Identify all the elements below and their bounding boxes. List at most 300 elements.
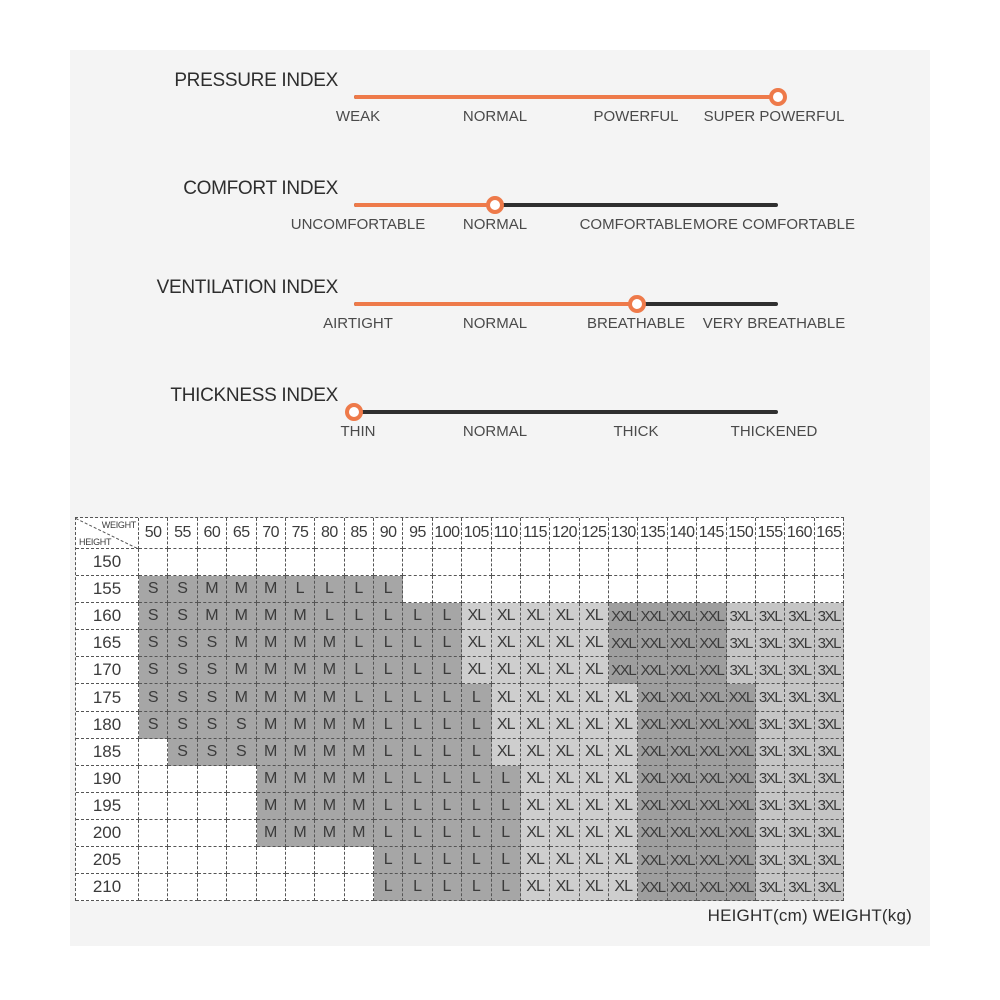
size-cell: L: [462, 766, 491, 793]
ventilation-index-fill: [354, 302, 637, 306]
size-cell: XXL: [668, 657, 697, 684]
size-cell: XXL: [668, 793, 697, 820]
size-cell: XXL: [727, 766, 756, 793]
size-cell: [168, 820, 197, 847]
size-cell: [492, 549, 521, 576]
size-cell: XXL: [638, 684, 667, 711]
size-cell: [609, 549, 638, 576]
size-cell: XXL: [697, 603, 726, 630]
size-cell: M: [286, 712, 315, 739]
height-header-195: 195: [76, 793, 139, 820]
size-cell: [139, 793, 168, 820]
size-cell: L: [374, 793, 403, 820]
size-cell: XXL: [697, 793, 726, 820]
size-cell: M: [257, 739, 286, 766]
size-cell: XXL: [609, 630, 638, 657]
size-cell: S: [139, 603, 168, 630]
weight-header-55: 55: [168, 518, 197, 549]
size-cell: L: [403, 657, 432, 684]
weight-header-80: 80: [315, 518, 344, 549]
size-cell: XL: [550, 630, 579, 657]
size-cell: XL: [492, 684, 521, 711]
thickness-index-title: THICKNESS INDEX: [170, 385, 338, 406]
weight-header-160: 160: [785, 518, 814, 549]
size-cell: XL: [550, 874, 579, 901]
size-cell: [374, 549, 403, 576]
size-cell: L: [433, 603, 462, 630]
size-cell: L: [374, 630, 403, 657]
size-cell: XXL: [668, 684, 697, 711]
height-header-160: 160: [76, 603, 139, 630]
size-cell: XXL: [697, 820, 726, 847]
size-cell: [168, 874, 197, 901]
size-cell: [668, 576, 697, 603]
size-cell: L: [462, 847, 491, 874]
size-cell: L: [403, 739, 432, 766]
size-cell: 3XL: [756, 657, 785, 684]
size-cell: M: [315, 630, 344, 657]
size-cell: M: [345, 712, 374, 739]
ventilation-index-label-2: BREATHABLE: [586, 315, 686, 332]
size-cell: [227, 820, 256, 847]
size-cell: XL: [492, 739, 521, 766]
size-cell: [727, 549, 756, 576]
size-cell: L: [433, 630, 462, 657]
size-cell: L: [374, 847, 403, 874]
size-cell: L: [374, 874, 403, 901]
size-cell: [227, 847, 256, 874]
size-cell: XXL: [727, 874, 756, 901]
size-cell: L: [403, 847, 432, 874]
size-cell: [227, 549, 256, 576]
size-cell: M: [257, 712, 286, 739]
size-cell: M: [286, 820, 315, 847]
ventilation-index-label-3: VERY BREATHABLE: [702, 315, 846, 332]
size-cell: [756, 549, 785, 576]
size-cell: L: [462, 684, 491, 711]
size-cell: [139, 739, 168, 766]
size-cell: XXL: [727, 793, 756, 820]
size-cell: L: [462, 739, 491, 766]
size-cell: M: [345, 766, 374, 793]
size-cell: S: [168, 739, 197, 766]
size-cell: XL: [609, 820, 638, 847]
size-cell: XL: [580, 712, 609, 739]
weight-header-130: 130: [609, 518, 638, 549]
size-cell: L: [403, 874, 432, 901]
comfort-index-track: [354, 203, 778, 207]
size-cell: 3XL: [785, 766, 814, 793]
size-cell: XXL: [668, 739, 697, 766]
size-cell: XL: [521, 820, 550, 847]
size-cell: [697, 576, 726, 603]
size-cell: XXL: [697, 684, 726, 711]
size-cell: M: [345, 820, 374, 847]
size-cell: L: [374, 684, 403, 711]
size-cell: M: [257, 793, 286, 820]
size-cell: XL: [580, 630, 609, 657]
size-cell: [433, 576, 462, 603]
size-cell: S: [198, 630, 227, 657]
corner-height-label: HEIGHT: [79, 537, 112, 547]
weight-header-125: 125: [580, 518, 609, 549]
size-cell: XXL: [668, 820, 697, 847]
size-cell: [139, 549, 168, 576]
size-cell: XL: [609, 766, 638, 793]
size-cell: XXL: [697, 739, 726, 766]
size-cell: [580, 576, 609, 603]
size-cell: 3XL: [756, 793, 785, 820]
weight-header-115: 115: [521, 518, 550, 549]
size-cell: M: [286, 739, 315, 766]
size-cell: [492, 576, 521, 603]
size-cell: XL: [609, 793, 638, 820]
size-cell: L: [492, 766, 521, 793]
weight-header-95: 95: [403, 518, 432, 549]
size-cell: L: [433, 820, 462, 847]
size-cell: XXL: [668, 712, 697, 739]
size-cell: 3XL: [756, 630, 785, 657]
size-cell: XXL: [638, 766, 667, 793]
size-cell: XL: [580, 684, 609, 711]
size-cell: XL: [580, 739, 609, 766]
pressure-index-track: [354, 95, 778, 99]
size-cell: [550, 576, 579, 603]
size-cell: [198, 549, 227, 576]
size-cell: XL: [550, 684, 579, 711]
size-cell: L: [433, 739, 462, 766]
weight-header-140: 140: [668, 518, 697, 549]
size-cell: 3XL: [785, 847, 814, 874]
size-cell: 3XL: [815, 603, 844, 630]
size-cell: XL: [550, 793, 579, 820]
size-cell: [198, 793, 227, 820]
comfort-index-title: COMFORT INDEX: [183, 178, 338, 199]
size-cell: XXL: [697, 847, 726, 874]
size-cell: 3XL: [815, 820, 844, 847]
size-cell: L: [315, 603, 344, 630]
weight-header-70: 70: [257, 518, 286, 549]
size-cell: M: [315, 820, 344, 847]
size-cell: XL: [492, 603, 521, 630]
size-cell: S: [168, 657, 197, 684]
size-cell: [550, 549, 579, 576]
size-cell: [227, 874, 256, 901]
size-cell: 3XL: [785, 603, 814, 630]
ventilation-index-label-1: NORMAL: [462, 315, 528, 332]
size-cell: [227, 766, 256, 793]
size-cell: [638, 576, 667, 603]
size-cell: 3XL: [785, 657, 814, 684]
size-cell: M: [257, 576, 286, 603]
size-cell: M: [227, 684, 256, 711]
size-cell: XL: [550, 712, 579, 739]
size-cell: XL: [521, 657, 550, 684]
size-cell: XXL: [727, 847, 756, 874]
size-cell: L: [462, 820, 491, 847]
size-cell: L: [403, 766, 432, 793]
size-cell: XL: [609, 847, 638, 874]
size-cell: L: [492, 847, 521, 874]
size-cell: 3XL: [815, 657, 844, 684]
size-cell: 3XL: [756, 820, 785, 847]
size-cell: 3XL: [815, 766, 844, 793]
size-cell: XXL: [638, 603, 667, 630]
size-cell: S: [139, 684, 168, 711]
size-cell: XL: [462, 603, 491, 630]
size-cell: 3XL: [756, 603, 785, 630]
size-cell: S: [198, 684, 227, 711]
size-cell: XXL: [727, 684, 756, 711]
size-cell: XL: [580, 766, 609, 793]
size-cell: 3XL: [815, 874, 844, 901]
size-cell: XXL: [697, 874, 726, 901]
size-cell: 3XL: [756, 766, 785, 793]
size-cell: L: [492, 793, 521, 820]
comfort-index-label-1: NORMAL: [462, 216, 528, 233]
size-cell: [521, 576, 550, 603]
size-cell: XL: [521, 712, 550, 739]
units-caption: HEIGHT(cm) WEIGHT(kg): [707, 906, 912, 925]
thickness-index-knob: [345, 403, 363, 421]
size-cell: 3XL: [727, 657, 756, 684]
size-cell: M: [227, 576, 256, 603]
size-cell: XL: [609, 684, 638, 711]
size-cell: M: [286, 630, 315, 657]
thickness-index-label-2: THICK: [613, 423, 659, 440]
size-cell: [286, 549, 315, 576]
pressure-index-knob: [769, 88, 787, 106]
size-cell: [668, 549, 697, 576]
size-cell: XXL: [727, 820, 756, 847]
size-chart-table: [75, 517, 844, 901]
size-cell: 3XL: [785, 684, 814, 711]
weight-header-90: 90: [374, 518, 403, 549]
size-cell: [168, 847, 197, 874]
size-cell: 3XL: [727, 603, 756, 630]
size-cell: M: [345, 739, 374, 766]
size-cell: 3XL: [785, 793, 814, 820]
size-cell: M: [257, 630, 286, 657]
size-cell: [139, 874, 168, 901]
height-header-180: 180: [76, 712, 139, 739]
size-cell: S: [168, 630, 197, 657]
size-cell: L: [433, 874, 462, 901]
size-cell: [286, 847, 315, 874]
weight-header-155: 155: [756, 518, 785, 549]
size-cell: L: [403, 603, 432, 630]
size-cell: L: [403, 793, 432, 820]
size-cell: S: [139, 630, 168, 657]
size-cell: [638, 549, 667, 576]
size-cell: XXL: [609, 657, 638, 684]
thickness-index-track: [354, 410, 778, 414]
size-cell: M: [257, 684, 286, 711]
size-cell: [198, 820, 227, 847]
size-cell: 3XL: [815, 684, 844, 711]
weight-header-145: 145: [697, 518, 726, 549]
size-cell: XXL: [697, 630, 726, 657]
height-header-165: 165: [76, 630, 139, 657]
comfort-index-label-3: MORE COMFORTABLE: [693, 216, 855, 233]
size-cell: L: [462, 712, 491, 739]
size-cell: XXL: [727, 739, 756, 766]
size-cell: [286, 874, 315, 901]
size-cell: XL: [580, 603, 609, 630]
size-cell: [785, 576, 814, 603]
size-cell: M: [315, 712, 344, 739]
size-cell: S: [198, 657, 227, 684]
size-cell: [257, 847, 286, 874]
weight-header-50: 50: [139, 518, 168, 549]
comfort-index-label-2: COMFORTABLE: [579, 216, 693, 233]
size-cell: L: [433, 712, 462, 739]
size-cell: 3XL: [815, 739, 844, 766]
size-cell: [168, 793, 197, 820]
size-cell: L: [345, 630, 374, 657]
weight-header-75: 75: [286, 518, 315, 549]
size-cell: [139, 766, 168, 793]
size-cell: [403, 576, 432, 603]
size-cell: L: [345, 657, 374, 684]
size-cell: XL: [521, 739, 550, 766]
size-cell: [433, 549, 462, 576]
size-cell: [227, 793, 256, 820]
size-cell: XL: [462, 630, 491, 657]
size-cell: M: [286, 603, 315, 630]
size-cell: XL: [550, 820, 579, 847]
size-cell: XL: [521, 603, 550, 630]
pressure-index-label-2: POWERFUL: [593, 108, 679, 125]
size-cell: XL: [550, 657, 579, 684]
size-cell: S: [227, 712, 256, 739]
pressure-index-label-0: WEAK: [335, 108, 381, 125]
size-cell: XXL: [638, 739, 667, 766]
size-cell: [315, 874, 344, 901]
size-cell: S: [168, 684, 197, 711]
pressure-index-label-1: NORMAL: [462, 108, 528, 125]
size-cell: [462, 576, 491, 603]
height-header-205: 205: [76, 847, 139, 874]
size-cell: L: [462, 793, 491, 820]
size-cell: S: [198, 712, 227, 739]
size-cell: M: [315, 766, 344, 793]
size-cell: XL: [521, 684, 550, 711]
height-header-150: 150: [76, 549, 139, 576]
weight-header-135: 135: [638, 518, 667, 549]
size-cell: 3XL: [815, 847, 844, 874]
size-cell: XXL: [727, 712, 756, 739]
size-cell: [139, 820, 168, 847]
thickness-index-label-0: THIN: [340, 423, 376, 440]
size-cell: 3XL: [785, 630, 814, 657]
weight-header-100: 100: [433, 518, 462, 549]
size-cell: M: [227, 630, 256, 657]
size-cell: M: [315, 684, 344, 711]
size-cell: XL: [609, 712, 638, 739]
size-cell: XL: [580, 847, 609, 874]
size-cell: 3XL: [756, 739, 785, 766]
size-cell: M: [286, 657, 315, 684]
size-cell: XXL: [638, 630, 667, 657]
height-header-200: 200: [76, 820, 139, 847]
size-cell: [315, 847, 344, 874]
pressure-index-title: PRESSURE INDEX: [174, 70, 338, 91]
size-cell: S: [168, 576, 197, 603]
size-cell: XXL: [638, 847, 667, 874]
size-cell: M: [257, 766, 286, 793]
size-cell: L: [433, 847, 462, 874]
size-cell: XL: [580, 874, 609, 901]
size-cell: XL: [580, 657, 609, 684]
size-cell: [257, 874, 286, 901]
size-cell: L: [374, 657, 403, 684]
size-cell: XXL: [668, 603, 697, 630]
weight-header-65: 65: [227, 518, 256, 549]
ventilation-index-track: [354, 302, 778, 306]
comfort-index-fill: [354, 203, 495, 207]
weight-header-165: 165: [815, 518, 844, 549]
size-cell: M: [257, 603, 286, 630]
size-cell: L: [403, 712, 432, 739]
ventilation-index-label-0: AIRTIGHT: [323, 315, 393, 332]
size-cell: L: [374, 820, 403, 847]
size-cell: S: [139, 712, 168, 739]
size-cell: 3XL: [815, 712, 844, 739]
thickness-index-label-3: THICKENED: [730, 423, 818, 440]
size-cell: M: [257, 820, 286, 847]
size-cell: L: [492, 820, 521, 847]
weight-header-60: 60: [198, 518, 227, 549]
size-cell: XL: [492, 657, 521, 684]
size-cell: L: [345, 684, 374, 711]
size-cell: [580, 549, 609, 576]
size-cell: [609, 576, 638, 603]
size-cell: [198, 847, 227, 874]
size-cell: M: [227, 657, 256, 684]
table-corner-header: [76, 518, 139, 549]
size-cell: [521, 549, 550, 576]
height-header-155: 155: [76, 576, 139, 603]
size-cell: M: [286, 766, 315, 793]
size-cell: [785, 549, 814, 576]
thickness-index-label-1: NORMAL: [462, 423, 528, 440]
size-cell: M: [315, 657, 344, 684]
size-cell: XL: [521, 793, 550, 820]
size-cell: L: [374, 576, 403, 603]
size-cell: [345, 847, 374, 874]
size-cell: XL: [550, 603, 579, 630]
size-cell: [815, 576, 844, 603]
size-cell: 3XL: [815, 630, 844, 657]
size-cell: XL: [550, 847, 579, 874]
size-cell: 3XL: [785, 820, 814, 847]
size-cell: XL: [521, 847, 550, 874]
size-cell: L: [492, 874, 521, 901]
size-cell: XL: [521, 630, 550, 657]
size-cell: [345, 549, 374, 576]
height-header-175: 175: [76, 684, 139, 711]
size-cell: [257, 549, 286, 576]
size-cell: [168, 766, 197, 793]
size-cell: M: [198, 603, 227, 630]
size-cell: XXL: [609, 603, 638, 630]
weight-header-110: 110: [492, 518, 521, 549]
size-cell: [345, 874, 374, 901]
size-cell: S: [198, 739, 227, 766]
weight-header-150: 150: [727, 518, 756, 549]
size-cell: M: [286, 793, 315, 820]
